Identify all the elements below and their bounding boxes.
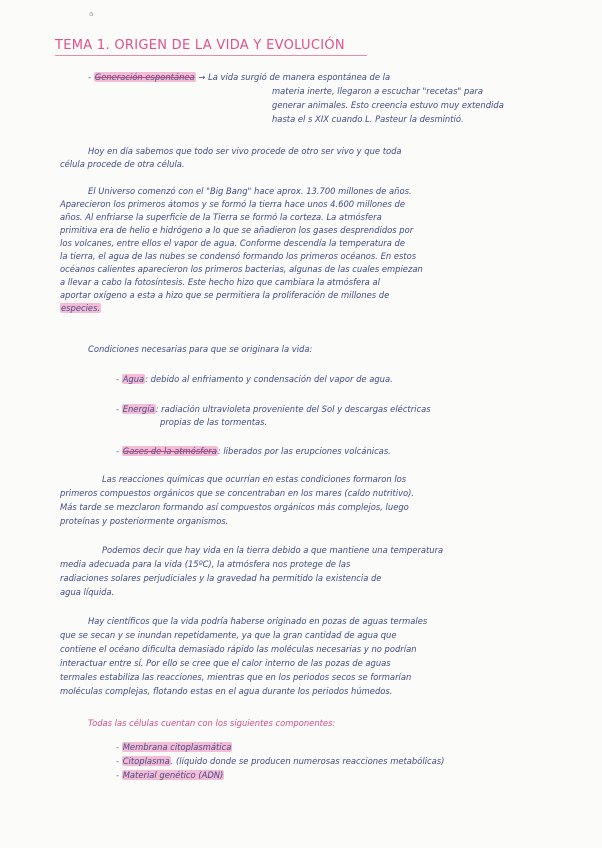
corner-mark: a xyxy=(89,10,94,18)
celula-term: Citoplasma xyxy=(122,756,170,766)
reacciones-line-3: proteínas y posteriormente organismos. xyxy=(60,516,229,526)
arrow-icon: → xyxy=(198,72,206,82)
celula-membrana xyxy=(116,742,232,753)
bullet: - xyxy=(116,404,120,414)
universo-line-6: océanos calientes aparecieron los primeros bacterias, algunas de las cuales empiezan xyxy=(60,264,423,274)
celula-text: . (líquido donde se producen numerosas reacciones metabólicas) xyxy=(170,756,445,766)
condicion-text: : radiación ultravioleta proveniente del Sol y descargas eléctricas xyxy=(155,404,431,414)
bullet: - xyxy=(116,742,120,752)
bullet: - xyxy=(116,374,120,384)
gen-espontanea-term: Generación espontánea xyxy=(94,72,195,82)
condicion-gases xyxy=(116,446,391,457)
bullet: - xyxy=(116,770,120,780)
gen-espontanea-line-2: generar animales. Esto creencia estuvo muy extendida xyxy=(272,100,504,110)
bullet: - xyxy=(116,446,120,456)
universo-line-1: Aparecieron los primeros átomos y se formó la tierra hace unos 4.600 millones de xyxy=(60,199,406,209)
cientificos-line-2: contiene el océano dificulta demasiado rápido las moléculas necesarias y no podrían xyxy=(60,644,417,654)
celula-term: Membrana citoplasmática xyxy=(122,742,232,752)
condicion-energia-cont: propias de las tormentas. xyxy=(160,417,268,427)
universo-line-8: aportar oxígeno a esta a hizo que se permitiera la proliferación de millones de xyxy=(60,290,390,300)
celula-citoplasma xyxy=(116,756,444,767)
universo-line-3: primitiva era de helio e hidrógeno a lo que se añadieron los gases desprendidos por xyxy=(60,225,414,235)
condicion-term: Agua xyxy=(122,374,145,384)
universo-line-4: los volcanes, entre ellos el vapor de agua. Conforme descendía la temperatura de xyxy=(60,238,406,248)
cientificos-line-5: moléculas complejas, flotando estas en el agua durante los periodos húmedos. xyxy=(60,686,393,696)
vida-line-2: radiaciones solares perjudiciales y la gravedad ha permitido la existencia de xyxy=(60,573,382,583)
especies-highlight: especies. xyxy=(61,303,101,313)
title-underline xyxy=(55,55,367,56)
vida-line-1: media adecuada para la vida (15ºC), la atmósfera nos protege de las xyxy=(60,559,351,569)
hoy-line-0: Hoy en día sabemos que todo ser vivo procede de otro ser vivo y que toda xyxy=(88,146,402,156)
celula-term: Material genético (ADN) xyxy=(122,770,224,780)
condicion-energia xyxy=(116,404,431,415)
celulas-intro: Todas las células cuentan con los siguientes componentes: xyxy=(88,718,336,728)
condiciones-intro: Condiciones necesarias para que se originara la vida: xyxy=(88,344,313,354)
gen-espontanea-line-1: materia inerte, llegaron a escuchar "recetas" para xyxy=(272,86,483,96)
cientificos-line-1: que se secan y se inundan repetidamente, ya que la gran cantidad de agua que xyxy=(60,630,397,640)
universo-line-9 xyxy=(60,303,101,314)
reacciones-line-0: Las reacciones químicas que ocurrían en estas condiciones formaron los xyxy=(102,474,407,484)
universo-line-0: El Universo comenzó con el "Big Bang" hace aprox. 13.700 millones de años. xyxy=(88,186,412,196)
page-title: TEMA 1. ORIGEN DE LA VIDA Y EVOLUCIÓN xyxy=(55,38,345,53)
vida-line-0: Podemos decir que hay vida en la tierra debido a que mantiene una temperatura xyxy=(102,545,444,555)
condicion-agua xyxy=(116,374,393,385)
gen-espontanea-line-0 xyxy=(88,72,390,83)
gen-espontanea-line-3: hasta el s XIX cuando L. Pasteur la desmintió. xyxy=(272,114,464,124)
vida-line-3: agua líquida. xyxy=(60,587,115,597)
reacciones-line-2: Más tarde se mezclaron formando así compuestos orgánicos más complejos, luego xyxy=(60,502,409,512)
reacciones-line-1: primeros compuestos orgánicos que se concentraban en los mares (caldo nutritivo). xyxy=(60,488,415,498)
cientificos-line-0: Hay científicos que la vida podría haberse originado en pozas de aguas termales xyxy=(88,616,428,626)
hoy-line-1: célula procede de otra célula. xyxy=(60,159,185,169)
condicion-text: : liberados por las erupciones volcánicas. xyxy=(217,446,391,456)
universo-line-7: a llevar a cabo la fotosíntesis. Este hecho hizo que cambiara la atmósfera al xyxy=(60,277,380,287)
cientificos-line-4: termales estabiliza las reacciones, mientras que en los periodos secos se formarían xyxy=(60,672,412,682)
bullet: - xyxy=(116,756,120,766)
celula-material-genetico xyxy=(116,770,224,781)
condicion-term: Gases de la atmósfera xyxy=(122,446,217,456)
condicion-term: Energía xyxy=(122,404,155,414)
gen-espontanea-text: La vida surgió de manera espontánea de la xyxy=(208,72,391,82)
universo-line-5: la tierra, el agua de las nubes se condensó formando los primeros océanos. En estos xyxy=(60,251,417,261)
condicion-text: : debido al enfriamento y condensación del vapor de agua. xyxy=(145,374,393,384)
cientificos-line-3: interactuar entre sí. Por ello se cree que el calor interno de las pozas de aguas xyxy=(60,658,391,668)
universo-line-2: años. Al enfriarse la superficie de la Tierra se formó la corteza. La atmósfera xyxy=(60,212,382,222)
bullet: - xyxy=(88,72,92,82)
